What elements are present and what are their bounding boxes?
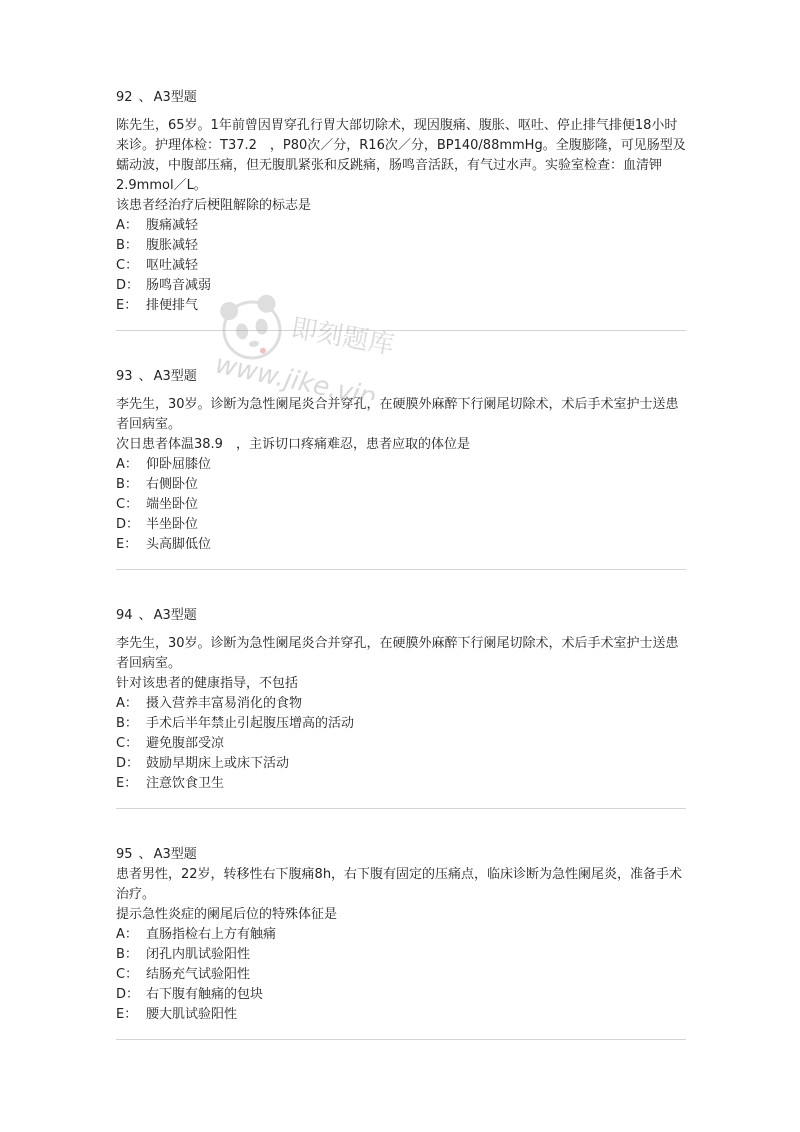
option-text: 端坐卧位 bbox=[146, 497, 199, 512]
option-text: 腹痛减轻 bbox=[146, 218, 199, 233]
option-list bbox=[116, 455, 686, 555]
option-a[interactable] bbox=[116, 694, 686, 714]
question-prompt: 提示急性炎症的阑尾后位的特殊体征是 bbox=[116, 907, 338, 922]
option-text: 结肠充气试验阳性 bbox=[146, 967, 251, 982]
option-a[interactable] bbox=[116, 216, 686, 236]
option-letter: D： bbox=[116, 756, 140, 771]
option-b[interactable] bbox=[116, 236, 686, 256]
question-separator: 、 bbox=[138, 847, 152, 862]
question-number: 92 bbox=[116, 90, 133, 105]
question-stem: 患者男性，22岁，转移性右下腹痛8h，右下腹有固定的压痛点，临床诊断为急性阑尾炎，准备手术治疗。 bbox=[116, 867, 683, 902]
option-b[interactable] bbox=[116, 714, 686, 734]
question-header bbox=[116, 845, 686, 865]
option-letter: B： bbox=[116, 477, 138, 492]
option-letter: D： bbox=[116, 517, 140, 532]
question-type: A3型题 bbox=[153, 369, 197, 384]
question-93 bbox=[116, 367, 686, 555]
option-a[interactable] bbox=[116, 925, 686, 945]
option-e[interactable] bbox=[116, 774, 686, 794]
question-header bbox=[116, 606, 686, 626]
option-text: 鼓励早期床上或床下活动 bbox=[146, 756, 290, 771]
option-letter: E： bbox=[116, 537, 138, 552]
question-separator: 、 bbox=[138, 90, 152, 105]
option-text: 腰大肌试验阳性 bbox=[146, 1007, 238, 1022]
option-a[interactable] bbox=[116, 455, 686, 475]
option-letter: B： bbox=[116, 238, 138, 253]
question-type: A3型题 bbox=[153, 847, 197, 862]
option-d[interactable] bbox=[116, 754, 686, 774]
question-92 bbox=[116, 88, 686, 316]
option-text: 肠鸣音减弱 bbox=[146, 278, 212, 293]
question-divider bbox=[116, 808, 686, 809]
question-number: 95 bbox=[116, 847, 133, 862]
option-text: 呕吐减轻 bbox=[146, 258, 199, 273]
option-d[interactable] bbox=[116, 276, 686, 296]
option-e[interactable] bbox=[116, 535, 686, 555]
question-type: A3型题 bbox=[153, 608, 197, 623]
question-divider bbox=[116, 330, 686, 331]
option-text: 避免腹部受凉 bbox=[146, 736, 225, 751]
option-e[interactable] bbox=[116, 1005, 686, 1025]
option-letter: C： bbox=[116, 258, 139, 273]
option-letter: A： bbox=[116, 696, 138, 711]
option-letter: A： bbox=[116, 927, 138, 942]
question-header bbox=[116, 88, 686, 108]
option-list bbox=[116, 216, 686, 316]
option-text: 排便排气 bbox=[146, 298, 199, 313]
question-prompt: 针对该患者的健康指导，不包括 bbox=[116, 676, 299, 691]
option-text: 右侧卧位 bbox=[146, 477, 199, 492]
question-type: A3型题 bbox=[153, 90, 197, 105]
option-text: 半坐卧位 bbox=[146, 517, 199, 532]
option-text: 注意饮食卫生 bbox=[146, 776, 225, 791]
option-text: 腹胀减轻 bbox=[146, 238, 199, 253]
option-text: 右下腹有触痛的包块 bbox=[146, 987, 264, 1002]
question-header bbox=[116, 367, 686, 387]
question-stem: 李先生，30岁。诊断为急性阑尾炎合并穿孔，在硬膜外麻醉下行阑尾切除术，术后手术室护士送患者回病室。 bbox=[116, 397, 679, 432]
watermark-url: www.jike.vip bbox=[212, 349, 379, 400]
question-divider bbox=[116, 569, 686, 570]
question-number: 93 bbox=[116, 369, 133, 384]
option-c[interactable] bbox=[116, 495, 686, 515]
question-divider bbox=[116, 1039, 686, 1040]
option-list bbox=[116, 694, 686, 794]
question-prompt: 次日患者体温38.9 ，主诉切口疼痛难忍，患者应取的体位是 bbox=[116, 437, 470, 452]
option-letter: E： bbox=[116, 776, 138, 791]
option-letter: C： bbox=[116, 736, 139, 751]
option-letter: E： bbox=[116, 298, 138, 313]
option-d[interactable] bbox=[116, 515, 686, 535]
option-letter: B： bbox=[116, 716, 138, 731]
option-e[interactable] bbox=[116, 296, 686, 316]
option-c[interactable] bbox=[116, 256, 686, 276]
option-letter: C： bbox=[116, 967, 139, 982]
option-b[interactable] bbox=[116, 945, 686, 965]
option-text: 直肠指检右上方有触痛 bbox=[146, 927, 277, 942]
option-b[interactable] bbox=[116, 475, 686, 495]
option-d[interactable] bbox=[116, 985, 686, 1005]
question-prompt: 该患者经治疗后梗阻解除的标志是 bbox=[116, 198, 312, 213]
question-stem: 陈先生，65岁。1年前曾因胃穿孔行胃大部切除术，现因腹痛、腹胀、呕吐、停止排气排便18小时来诊。护理体检：T37.2 ，P80次／分，R16次／分，BP140/88mmHg。全腹膨隆，可见肠型及蠕动波，中腹部压痛，但无腹肌紧张和反跳痛，肠鸣音活跃，有气过水声。实验室检查：血清钾2.9mmol／L。 bbox=[116, 118, 686, 193]
option-letter: C： bbox=[116, 497, 139, 512]
option-c[interactable] bbox=[116, 734, 686, 754]
option-letter: D： bbox=[116, 278, 140, 293]
option-c[interactable] bbox=[116, 965, 686, 985]
option-letter: E： bbox=[116, 1007, 138, 1022]
option-letter: A： bbox=[116, 218, 138, 233]
option-text: 摄入营养丰富易消化的食物 bbox=[146, 696, 303, 711]
question-separator: 、 bbox=[138, 369, 152, 384]
question-stem: 李先生，30岁。诊断为急性阑尾炎合并穿孔，在硬膜外麻醉下行阑尾切除术，术后手术室护士送患者回病室。 bbox=[116, 636, 679, 671]
watermark-brand: 即刻题库 bbox=[288, 313, 397, 361]
question-separator: 、 bbox=[138, 608, 152, 623]
question-95 bbox=[116, 845, 686, 1025]
option-text: 手术后半年禁止引起腹压增高的活动 bbox=[146, 716, 355, 731]
option-text: 仰卧屈膝位 bbox=[146, 457, 212, 472]
option-letter: B： bbox=[116, 947, 138, 962]
option-list bbox=[116, 925, 686, 1025]
question-number: 94 bbox=[116, 608, 133, 623]
option-letter: A： bbox=[116, 457, 138, 472]
option-letter: D： bbox=[116, 987, 140, 1002]
question-94 bbox=[116, 606, 686, 794]
option-text: 闭孔内肌试验阳性 bbox=[146, 947, 251, 962]
option-text: 头高脚低位 bbox=[146, 537, 212, 552]
question-page bbox=[116, 88, 686, 1076]
